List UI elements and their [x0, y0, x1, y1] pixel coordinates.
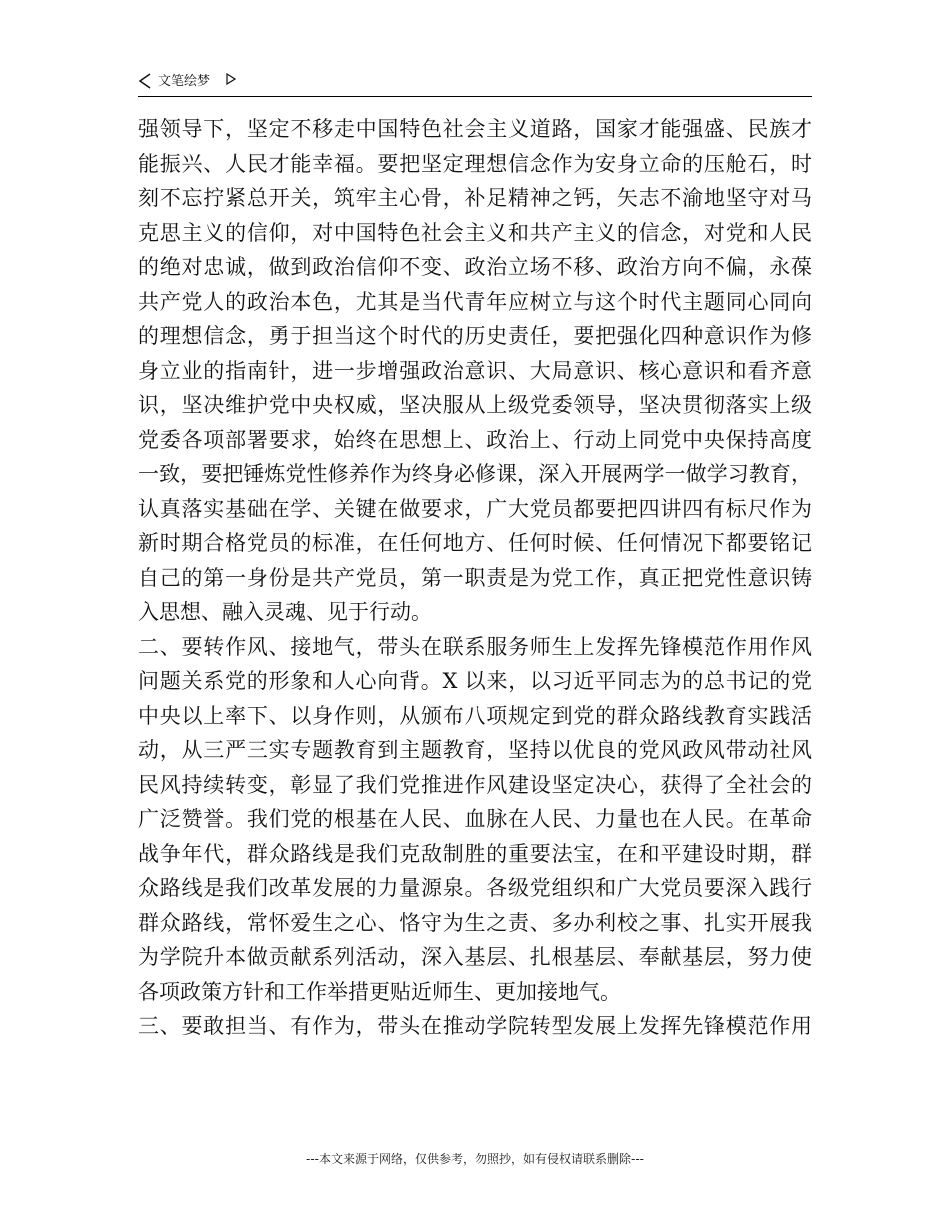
- body-line: 众路线是我们改革发展的力量源泉。各级党组织和广大党员要深入践行: [138, 876, 812, 900]
- body-line: 三、要敢担当、有作为，带头在推动学院转型发展上发挥先锋模范作用: [138, 1014, 812, 1038]
- body-line: 身立业的指南针，进一步增强政治意识、大局意识、核心意识和看齐意: [138, 358, 812, 383]
- body-line: 自己的第一身份是共产党员，第一职责是为党工作，真正把党性意识铸: [138, 565, 812, 590]
- body-line: 各项政策方针和工作举措更贴近师生、更加接地气。: [138, 979, 621, 1004]
- body-line: 民风持续转变，彰显了我们党推进作风建设坚定决心，获得了全社会的: [138, 772, 812, 797]
- body-line: 战争年代，群众路线是我们克敌制胜的重要法宝，在和平建设时期，群: [138, 841, 812, 866]
- body-line: 共产党人的政治本色，尤其是当代青年应树立与这个时代主题同心同向: [138, 289, 812, 314]
- body-line: 刻不忘拧紧总开关，筑牢主心骨，补足精神之钙，矢志不渝地坚守对马: [138, 186, 812, 210]
- body-line: 识，坚决维护党中央权威，坚决服从上级党委领导，坚决贯彻落实上级: [138, 393, 812, 417]
- body-line: 为学院升本做贡献系列活动，深入基层、扎根基层、奉献基层，努力使: [138, 945, 812, 969]
- body-line: 问题关系党的形象和人心向背。X 以来，以习近平同志为的总书记的党: [138, 669, 812, 693]
- body-line: 强领导下，坚定不移走中国特色社会主义道路，国家才能强盛、民族才: [138, 117, 812, 141]
- body-line: 党委各项部署要求，始终在思想上、政治上、行动上同党中央保持高度: [138, 427, 812, 452]
- left-triangle-icon: [138, 73, 152, 89]
- body-line: 群众路线，常怀爱生之心、恪守为生之责、多办利校之事、扎实开展我: [138, 910, 812, 935]
- body-line: 能振兴、人民才能幸福。要把坚定理想信念作为安身立命的压舱石，时: [138, 151, 812, 176]
- body-line: 广泛赞誉。我们党的根基在人民、血脉在人民、力量也在人民。在革命: [138, 807, 812, 831]
- body-line: 的理想信念，勇于担当这个时代的历史责任，要把强化四种意识作为修: [138, 324, 812, 348]
- body-line: 入思想、融入灵魂、见于行动。: [138, 600, 432, 624]
- body-line: 认真落实基础在学、关键在做要求，广大党员都要把四讲四有标尺作为: [138, 496, 812, 521]
- body-line: 新时期合格党员的标准，在任何地方、任何时候、任何情况下都要铭记: [138, 531, 812, 555]
- document-body: [138, 112, 812, 1044]
- body-line: 的绝对忠诚，做到政治信仰不变、政治立场不移、政治方向不偏，永葆: [138, 255, 812, 279]
- right-triangle-icon: [226, 73, 236, 85]
- footer-disclaimer: ---本文来源于网络，仅供参考，勿照抄，如有侵权请联系删除---: [306, 1152, 644, 1166]
- body-line: 动，从三严三实专题教育到主题教育，坚持以优良的党风政风带动社风: [138, 738, 812, 762]
- page-header: [138, 70, 812, 97]
- body-line: 二、要转作风、接地气，带头在联系服务师生上发挥先锋模范作用作风: [138, 634, 812, 659]
- header-title: 文笔绘梦: [158, 74, 211, 89]
- body-line: 克思主义的信仰，对中国特色社会主义和共产主义的信念，对党和人民: [138, 220, 812, 245]
- body-line: 中央以上率下、以身作则，从颁布八项规定到党的群众路线教育实践活: [138, 703, 812, 728]
- body-line: 一致，要把锤炼党性修养作为终身必修课，深入开展两学一做学习教育，: [138, 462, 812, 486]
